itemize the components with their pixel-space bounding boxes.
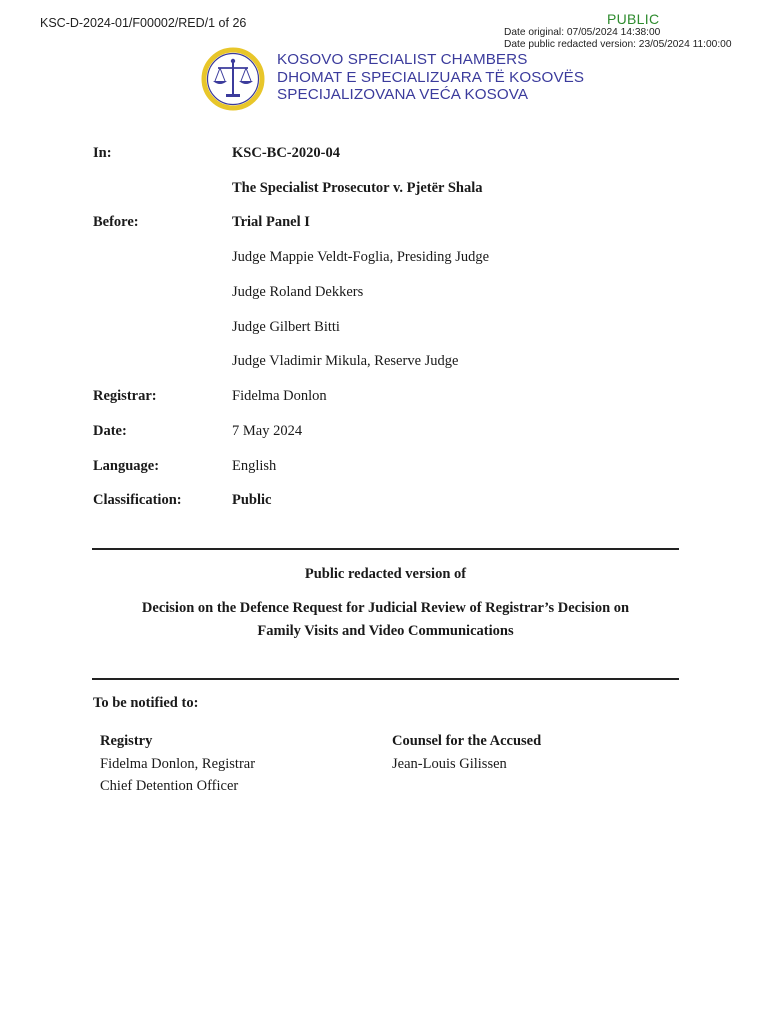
title-line-2: Decision on the Defence Request for Judicial Review of Registrar’s Decision on — [141, 600, 630, 616]
title-line-3: Family Visits and Video Communications — [257, 623, 514, 639]
registry-column — [100, 730, 255, 798]
date-value: 7 May 2024 — [232, 423, 303, 439]
scales-of-justice-icon — [201, 47, 265, 111]
before-label: Before: — [93, 214, 139, 230]
divider-top — [92, 548, 679, 550]
date-stamps — [504, 27, 732, 51]
chamber-name-english: KOSOVO SPECIALIST CHAMBERS — [277, 51, 528, 68]
date-redacted: Date public redacted version: 23/05/2024 11:00:00 — [504, 39, 732, 50]
registry-line: Chief Detention Officer — [100, 778, 239, 794]
language-label: Language: — [93, 458, 160, 474]
trial-panel: Trial Panel I — [232, 214, 310, 230]
judge-name: Judge Vladimir Mikula, Reserve Judge — [232, 353, 459, 369]
registry-line: Fidelma Donlon, Registrar — [100, 755, 256, 772]
registrar-name: Fidelma Donlon — [232, 388, 327, 404]
date-original: Date original: 07/05/2024 14:38:00 — [504, 27, 661, 38]
document-reference: KSC-D-2024-01/F00002/RED/1 of 26 — [40, 16, 247, 30]
judge-name: Judge Roland Dekkers — [232, 284, 364, 300]
case-number: KSC-BC-2020-04 — [232, 145, 340, 161]
counsel-line: Jean-Louis Gilissen — [392, 755, 507, 772]
chamber-name-serbian: SPECIJALIZOVANA VEĆA KOSOVA — [277, 86, 529, 103]
counsel-heading: Counsel for the Accused — [392, 733, 542, 749]
counsel-column — [392, 730, 541, 775]
title-line-1: Public redacted version of — [304, 566, 467, 582]
chamber-names — [277, 51, 584, 104]
divider-bottom — [92, 678, 679, 680]
registry-heading: Registry — [100, 733, 153, 749]
case-title: The Specialist Prosecutor v. Pjetër Shala — [232, 180, 483, 196]
public-badge: PUBLIC — [607, 11, 660, 27]
chamber-name-albanian: DHOMAT E SPECIALIZUARA TË KOSOVËS — [277, 68, 585, 86]
judge-name: Judge Mappie Veldt-Foglia, Presiding Judge — [232, 249, 490, 265]
notified-heading: To be notified to: — [93, 695, 199, 711]
classification-value: Public — [232, 492, 272, 508]
registrar-label: Registrar: — [93, 388, 157, 404]
classification-label: Classification: — [93, 492, 182, 508]
in-label: In: — [93, 145, 112, 161]
judge-name: Judge Gilbert Bitti — [232, 319, 340, 335]
language-value: English — [232, 458, 277, 474]
date-label: Date: — [93, 423, 127, 439]
